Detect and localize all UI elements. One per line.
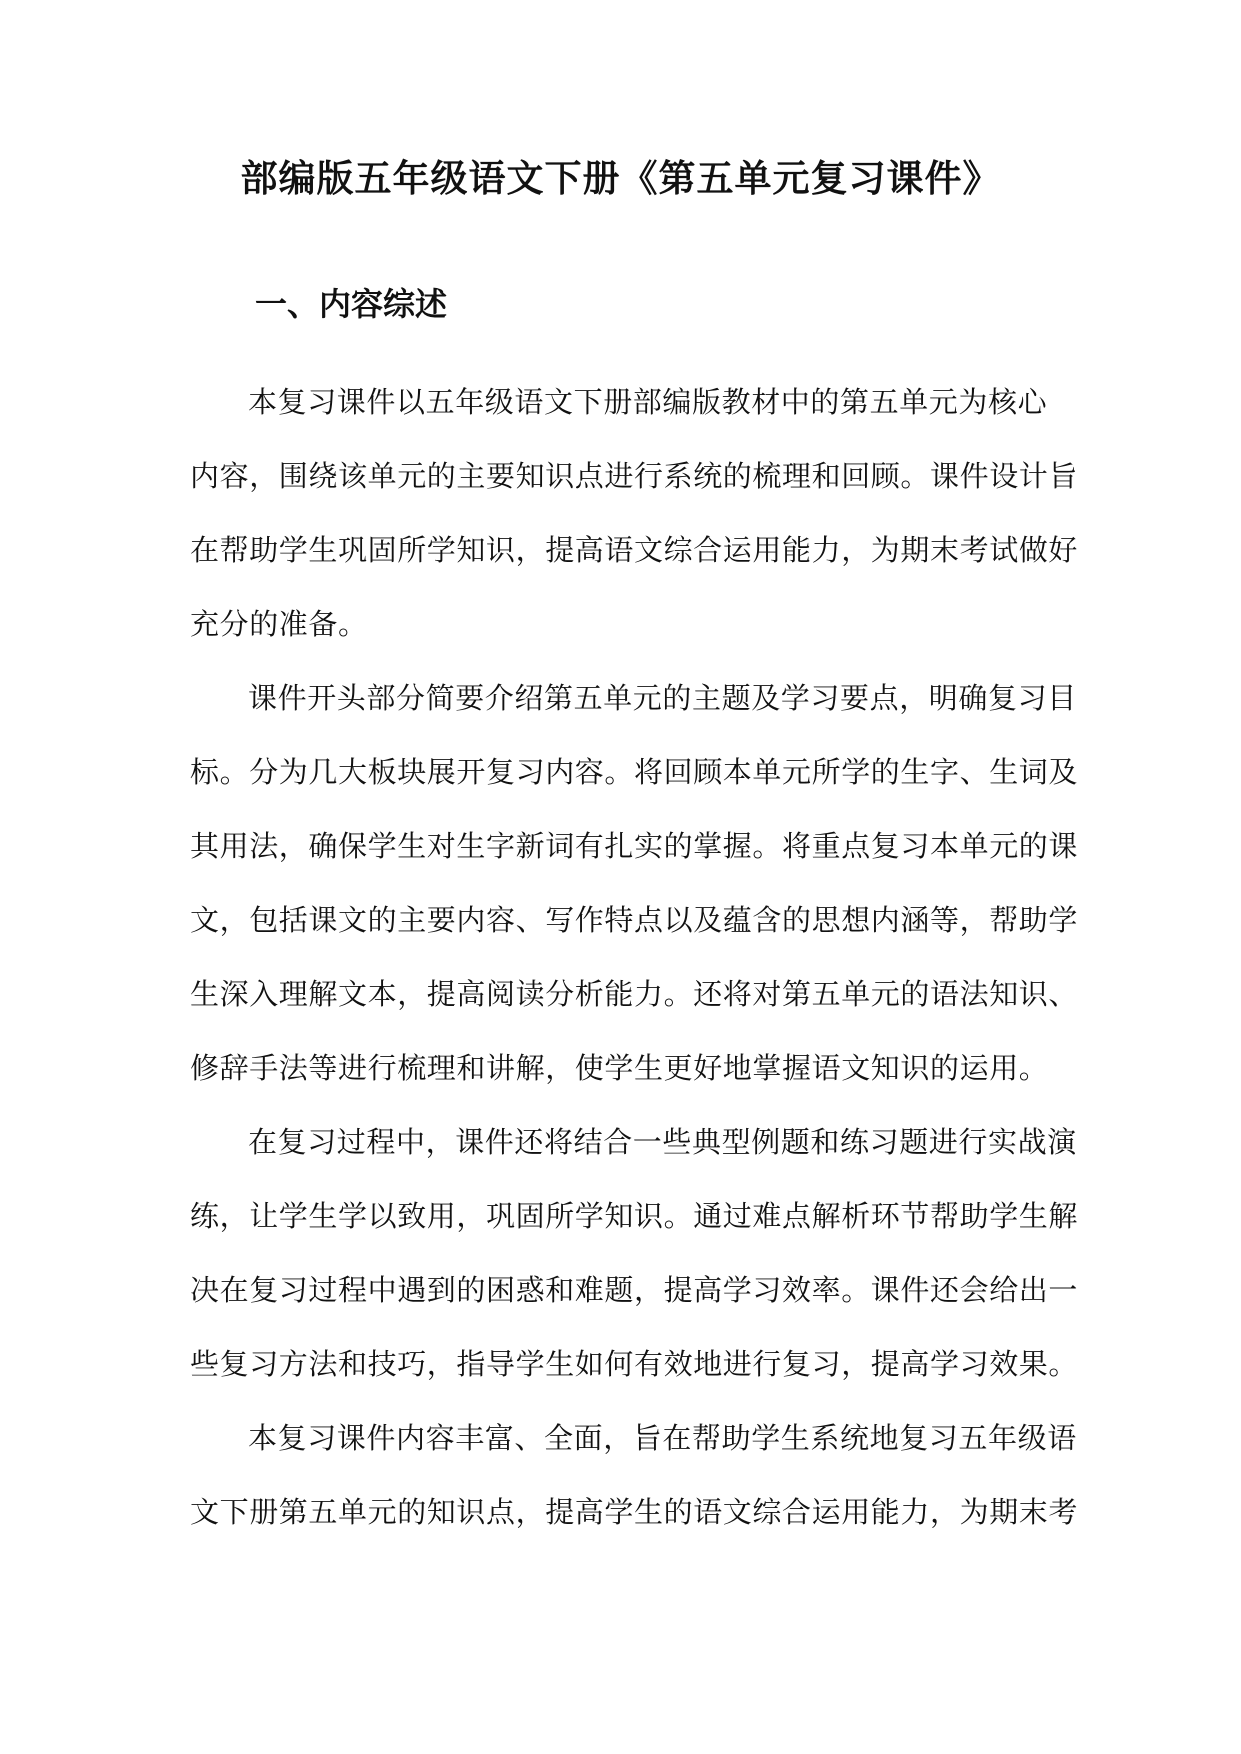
paragraph-1 xyxy=(190,365,1079,661)
paragraph-line: 文，包括课文的主要内容、写作特点以及蕴含的思想内涵等，帮助学 xyxy=(190,903,1079,937)
section-heading: 一、内容综述 xyxy=(255,285,448,323)
paragraph-line: 文下册第五单元的知识点，提高学生的语文综合运用能力，为期末考 xyxy=(190,1495,1079,1529)
document-body xyxy=(190,365,1079,1549)
paragraph-line: 本复习课件以五年级语文下册部编版教材中的第五单元为核心 xyxy=(248,385,1048,419)
paragraph-line: 在帮助学生巩固所学知识，提高语文综合运用能力，为期末考试做好 xyxy=(190,533,1079,567)
paragraph-line: 生深入理解文本，提高阅读分析能力。还将对第五单元的语法知识、 xyxy=(190,977,1079,1011)
paragraph-line: 其用法，确保学生对生字新词有扎实的掌握。将重点复习本单元的课 xyxy=(190,829,1079,863)
paragraph-line: 充分的准备。 xyxy=(190,607,368,641)
paragraph-line: 课件开头部分简要介绍第五单元的主题及学习要点，明确复习目 xyxy=(248,681,1077,715)
paragraph-line: 修辞手法等进行梳理和讲解，使学生更好地掌握语文知识的运用。 xyxy=(190,1051,1049,1085)
paragraph-line: 标。分为几大板块展开复习内容。将回顾本单元所学的生字、生词及 xyxy=(190,755,1079,789)
paragraph-line: 在复习过程中，课件还将结合一些典型例题和练习题进行实战演 xyxy=(248,1125,1077,1159)
paragraph-2 xyxy=(190,661,1079,1105)
paragraph-line: 内容，围绕该单元的主要知识点进行系统的梳理和回顾。课件设计旨 xyxy=(190,459,1079,493)
paragraph-line: 本复习课件内容丰富、全面，旨在帮助学生系统地复习五年级语 xyxy=(248,1421,1077,1455)
paragraph-line: 些复习方法和技巧，指导学生如何有效地进行复习，提高学习效果。 xyxy=(190,1347,1079,1381)
paragraph-line: 决在复习过程中遇到的困惑和难题，提高学习效率。课件还会给出一 xyxy=(190,1273,1079,1307)
paragraph-4 xyxy=(190,1401,1079,1549)
document-title: 部编版五年级语文下册《第五单元复习课件》 xyxy=(240,156,1001,200)
paragraph-3 xyxy=(190,1105,1079,1401)
paragraph-line: 练，让学生学以致用，巩固所学知识。通过难点解析环节帮助学生解 xyxy=(190,1199,1079,1233)
